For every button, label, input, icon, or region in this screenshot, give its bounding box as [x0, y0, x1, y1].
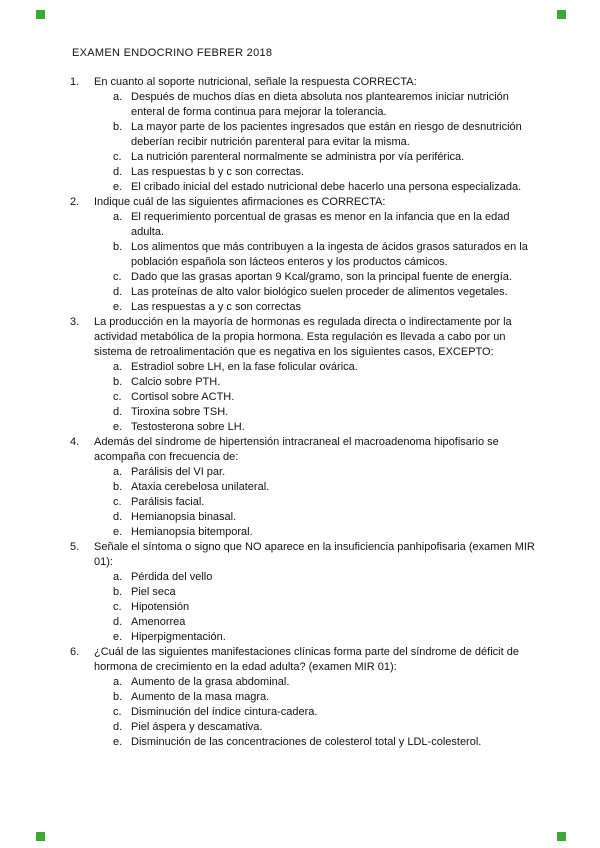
option-text: Aumento de la masa magra. — [131, 691, 270, 703]
answer-option — [94, 405, 536, 420]
answer-option — [94, 720, 536, 735]
question-body — [94, 435, 536, 540]
option-letter: c. — [113, 151, 122, 163]
option-letter: b. — [113, 241, 123, 253]
answer-option — [94, 150, 536, 165]
options-list — [94, 90, 536, 195]
option-letter: d. — [113, 616, 123, 628]
option-letter: e. — [113, 736, 123, 748]
question-text: ¿Cuál de las siguientes manifestaciones clínicas forma parte del síndrome de déficit de hormona de crecimiento en la edad adulta? (examen MIR 01): — [94, 646, 519, 673]
options-list — [94, 465, 536, 540]
answer-option — [94, 390, 536, 405]
answer-option — [94, 615, 536, 630]
answer-option — [94, 465, 536, 480]
options-list — [94, 570, 536, 645]
option-letter: c. — [113, 391, 122, 403]
question-body — [94, 195, 536, 315]
question-text: Indique cuál de las siguientes afirmaciones es CORRECTA: — [94, 196, 386, 208]
option-letter: a. — [113, 466, 123, 478]
answer-option — [94, 510, 536, 525]
option-letter: b. — [113, 691, 123, 703]
answer-option — [94, 285, 536, 300]
answer-option — [94, 525, 536, 540]
option-letter: d. — [113, 166, 123, 178]
option-letter: d. — [113, 721, 123, 733]
answer-option — [94, 585, 536, 600]
option-text: Calcio sobre PTH. — [131, 376, 221, 388]
question — [70, 315, 536, 435]
question-number: 3. — [70, 316, 80, 328]
option-letter: c. — [113, 496, 122, 508]
option-letter: d. — [113, 406, 123, 418]
option-letter: c. — [113, 271, 122, 283]
answer-option — [94, 705, 536, 720]
option-letter: d. — [113, 511, 123, 523]
answer-option — [94, 270, 536, 285]
option-text: Hemianopsia binasal. — [131, 511, 237, 523]
answer-option — [94, 690, 536, 705]
option-text: Piel seca — [131, 586, 176, 598]
question-body — [94, 315, 536, 435]
question — [70, 540, 536, 645]
answer-option — [94, 420, 536, 435]
answer-option — [94, 180, 536, 195]
option-text: Dado que las grasas aportan 9 Kcal/gramo, son la principal fuente de energía. — [131, 271, 512, 283]
option-letter: e. — [113, 301, 123, 313]
option-text: Las respuestas a y c son correctas — [131, 301, 301, 313]
answer-option — [94, 90, 536, 120]
option-letter: e. — [113, 631, 123, 643]
option-letter: a. — [113, 361, 123, 373]
option-letter: b. — [113, 121, 123, 133]
answer-option — [94, 165, 536, 180]
option-text: La mayor parte de los pacientes ingresados que están en riesgo de desnutrición deberían recibir nutrición parenteral para evitar la misma. — [131, 121, 522, 148]
watermark-square-bottom-left — [36, 832, 45, 841]
option-text: Testosterona sobre LH. — [131, 421, 245, 433]
option-text: Las respuestas b y c son correctas. — [131, 166, 305, 178]
question-number: 6. — [70, 646, 80, 658]
option-letter: b. — [113, 481, 123, 493]
page-title: EXAMEN ENDOCRINO FEBRER 2018 — [72, 47, 273, 59]
question-number: 4. — [70, 436, 80, 448]
option-letter: d. — [113, 286, 123, 298]
answer-option — [94, 735, 536, 750]
option-text: Ataxia cerebelosa unilateral. — [131, 481, 270, 493]
option-letter: b. — [113, 586, 123, 598]
option-text: Disminución de las concentraciones de colesterol total y LDL-colesterol. — [131, 736, 482, 748]
option-letter: a. — [113, 571, 123, 583]
answer-option — [94, 210, 536, 240]
question-text: En cuanto al soporte nutricional, señale la respuesta CORRECTA: — [94, 76, 417, 88]
option-text: El cribado inicial del estado nutricional debe hacerlo una persona especializada. — [131, 181, 522, 193]
option-text: Pérdida del vello — [131, 571, 213, 583]
option-text: La nutrición parenteral normalmente se administra por vía periférica. — [131, 151, 465, 163]
option-text: Parálisis facial. — [131, 496, 205, 508]
option-text: Parálisis del VI par. — [131, 466, 226, 478]
question — [70, 75, 536, 195]
options-list — [94, 675, 536, 750]
options-list — [94, 360, 536, 435]
question-body — [94, 540, 536, 645]
option-letter: b. — [113, 376, 123, 388]
answer-option — [94, 300, 536, 315]
answer-option — [94, 360, 536, 375]
answer-option — [94, 570, 536, 585]
option-letter: c. — [113, 706, 122, 718]
answer-option — [94, 480, 536, 495]
option-text: Piel áspera y descamativa. — [131, 721, 263, 733]
option-text: Tiroxina sobre TSH. — [131, 406, 229, 418]
option-text: El requerimiento porcentual de grasas es menor en la infancia que en la edad adulta. — [131, 211, 510, 238]
option-text: Hiperpigmentación. — [131, 631, 226, 643]
answer-option — [94, 600, 536, 615]
watermark-square-top-left — [36, 10, 45, 19]
option-letter: a. — [113, 91, 123, 103]
option-text: Aumento de la grasa abdominal. — [131, 676, 290, 688]
question-text: La producción en la mayoría de hormonas es regulada directa o indirectamente por la actividad metabólica de la propia hormona. Esta regulación es llevada a cabo por un sistema de retroalimentación que es negativa en los siguientes casos, EXCEPTO: — [94, 316, 512, 358]
question-number: 2. — [70, 196, 80, 208]
option-text: Después de muchos días en dieta absoluta nos plantearemos iniciar nutrición enteral de forma continua para mejorar la tolerancia. — [131, 91, 509, 118]
option-text: Hipotensión — [131, 601, 190, 613]
options-list — [94, 210, 536, 315]
option-text: Las proteínas de alto valor biológico suelen proceder de alimentos vegetales. — [131, 286, 508, 298]
answer-option — [94, 240, 536, 270]
option-text: Cortisol sobre ACTH. — [131, 391, 235, 403]
option-text: Amenorrea — [131, 616, 186, 628]
watermark-square-bottom-right — [557, 832, 566, 841]
question-text: Además del síndrome de hipertensión intracraneal el macroadenoma hipofisario se acompaña con frecuencia de: — [94, 436, 499, 463]
option-letter: a. — [113, 211, 123, 223]
option-text: Hemianopsia bitemporal. — [131, 526, 253, 538]
answer-option — [94, 630, 536, 645]
question — [70, 435, 536, 540]
answer-option — [94, 375, 536, 390]
question-body — [94, 645, 536, 750]
answer-option — [94, 675, 536, 690]
answer-option — [94, 495, 536, 510]
question-number: 1. — [70, 76, 80, 88]
question-body — [94, 75, 536, 195]
option-letter: c. — [113, 601, 122, 613]
option-letter: e. — [113, 181, 123, 193]
option-text: Los alimentos que más contribuyen a la ingesta de ácidos grasos saturados en la población española son lácteos enteros y los productos cámicos. — [131, 241, 528, 268]
question — [70, 645, 536, 750]
answer-option — [94, 120, 536, 150]
option-text: Disminución del índice cintura-cadera. — [131, 706, 318, 718]
watermark-square-top-right — [557, 10, 566, 19]
option-text: Estradiol sobre LH, en la fase folicular ovárica. — [131, 361, 358, 373]
option-letter: a. — [113, 676, 123, 688]
option-letter: e. — [113, 526, 123, 538]
option-letter: e. — [113, 421, 123, 433]
question-text: Señale el síntoma o signo que NO aparece en la insuficiencia panhipofisaria (examen MIR 01): — [94, 541, 535, 568]
question — [70, 195, 536, 315]
question-number: 5. — [70, 541, 80, 553]
